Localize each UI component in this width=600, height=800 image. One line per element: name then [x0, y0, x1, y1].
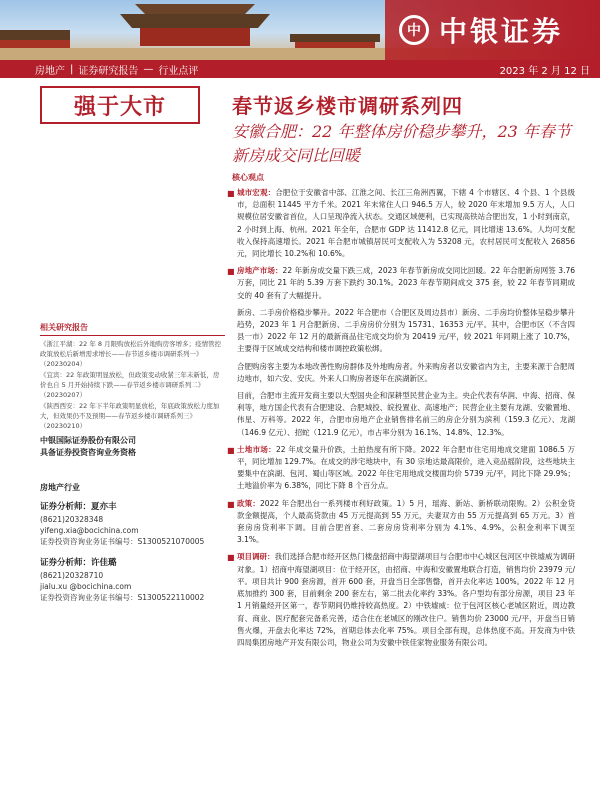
paragraph-property-market: ■ 房地产市场：22 年新房成交量下跌三成，2023 年春节新房成交同比回暖。22 年合肥新房网签 3.76 万套，同比 21 年的 5.39 万套下跌约 30.1%。2023 年春节期间成交 375 套，较 22 年春节同期成交的 40 套有了大幅提升。	[227, 266, 575, 300]
report-subtype: 行业点评	[158, 65, 199, 77]
analyst-block	[40, 558, 225, 603]
brand-logo	[385, 0, 600, 60]
industry-label: 房地产行业	[40, 483, 80, 492]
analyst-email[interactable]: yifeng.xia@bocichina.com	[40, 526, 139, 535]
bullet-icon: ■	[227, 445, 235, 455]
report-subtitle: 安徽合肥：22 年整体房价稳步攀升，23 年春节新房成交同比回暖	[232, 122, 571, 165]
analyst-cert: 证券投资咨询业务证书编号：S1300521070005	[40, 537, 205, 546]
analyst-block	[40, 502, 225, 547]
pavilion-wall	[140, 28, 250, 46]
company-qualification: 具备证券投资咨询业务资格	[40, 448, 136, 457]
rating-badge: 强于大市	[40, 86, 200, 124]
analyst-name: 证券分析师：夏亦丰	[40, 502, 117, 512]
paragraph-project-research: ■ 项目调研：我们选择合肥市经开区热门楼盘招商中海望湖项目与合肥市中心城区包河区中铁墟威为调研对象。1）招商中海望湖项目：位于经开区，由招商、中海和安徽置地联合打造，销售均价 23979 元/平。项目共计 900 套房源，首开 600 套，开盘当日全部售罄，首开去化率达 100%。2022 年 12 月底加推约 300 套，目前剩余 200 套左右，第二批去化率约 33%。各户型均有部分房源，项目 23 年 1 月销量经开区第一，春节期间仍维持较高热度。2）中铁墟威：位于包河区核心老城区附近，周边教育、商业、医疗配套完备系完善，适合住在老城区的刚改住户。销售均价 23000 元/平，开盘当日销售火爆，开盘去化率达 72%，首期总体去化率 75%。项目全部有现，总体热度不高。开发商为中铁四局集团房地产开发有限公司，物业公司为安徽中铁佳家物业服务有限公司。	[227, 552, 576, 647]
bullet-icon: ■	[227, 499, 235, 509]
brand-name: 中银证券	[439, 15, 564, 48]
company-name: 中银国际证券股份有限公司	[40, 436, 136, 445]
related-report-item[interactable]: 《陕西西安：22 年下半年政策明显放松，年底政策放松力度加大，但效果仍不及预期——春节返乡楼市调研系列三》（20230210）	[40, 402, 220, 430]
analyst-phone: (8621)20328348	[40, 515, 104, 524]
header-banner	[0, 0, 600, 60]
building-roof-left	[0, 30, 70, 40]
bullet-icon: ■	[227, 189, 235, 198]
report-date: 2023 年 2 月 12 日	[499, 65, 590, 77]
company-info	[40, 435, 225, 459]
building-roof-right	[290, 34, 380, 42]
analyst-cert: 证券投资咨询业务证书编号：S1300522110002	[40, 593, 205, 602]
related-report-item[interactable]: 《宜宾：22 年政策明显放松，但政策变动收紧三年未新低，房价也自 5 月开始持续下跌——春节返乡楼市调研系列二》（20230207）	[40, 371, 220, 399]
related-report-item[interactable]: 《浙江平湖：22 年 8 月限购放松后外地购房客增多；疫情管控政策放松后新增需求增长——春节返乡楼市调研系列一》（20230204）	[40, 340, 222, 368]
paragraph-city-macro: ■ 城市宏观：合肥位于安徽省中部、江淮之间、长江三角洲西翼，下辖 4 个市辖区、4 个县、1 个县级市，总面积 11445 平方千米。2021 年末常住人口 946.5 万人，较 2020 年末增加 9.5 万人，人口规模位居安徽省首位，人口呈现净流入状态。交通区域便利，已实现高铁站合肥出发，1 小时到南京，2 小时到上海、杭州。2021 年全年，合肥市 GDP 达 11412.8 亿元，同比增速 13.6%。人均可支配收入保持高速增长。2021 年合肥市城镇居民可支配收入为 53208 元，农村居民可支配收入 26856 元，同比增长 10.2%和 10.6%。	[227, 188, 576, 259]
paragraph-policy: ■ 政策：2022 年合肥出台一系列楼市利好政策。1）5 月，瑶海、新站、新桥联动限购。2）公积金贷款金额提高，个人最高贷款由 45 万元提高到 55 万元，夫妻双方由 55 万元提高到 65 万元。3）首套房房贷利率下调。目前合肥首套、二套房房贷利率分别为 4.1%、4.9%，公积金利率下调至 3.1%。	[227, 498, 576, 545]
boc-logo-icon: 中	[399, 15, 429, 45]
related-reports-heading: 相关研究报告	[40, 322, 225, 336]
paragraph-land-market: ■ 土地市场：22 年成交量升价跌，土拍热度有所下降。2022 年合肥市住宅用地成交建面 1086.5 万平，同比增加 129.7%。在成交的涉宅地块中，有 30 宗地达最高限价，进入竞品摇阶段，这些地块主要集中在滨湖、包河、蜀山等区域。2022 年住宅用地成交楼面均价 5739 元/平，同比下降 29.9%；土地溢价率为 6.38%，同比下降 8 个百分点。	[227, 444, 575, 491]
paragraph-developers: 目前，合肥市主流开发商主要以大型国央企和深耕型民营企业为主。央企代表有华润、中海、招商、保利等，地方国企代表有合肥建设、合肥城投、皖投置业、高速地产；民营企业主要有龙湖、安徽置地、伟星、万科等。2022 年，合肥市房地产企业销售排名前三的房企分别为滨利（159.3 亿元）、龙湖（146.9 亿元）、招蛇（121.9 亿元），市占率分别为 16.1%、14.8%、12.3%。	[237, 391, 575, 437]
industry-tag: 房地产	[35, 65, 65, 77]
bullet-icon: ■	[227, 553, 235, 563]
related-reports	[40, 322, 225, 432]
core-views	[225, 172, 575, 654]
paragraph-buyers: 合肥购房客主要为本地改善性购房群体及外地购房者。外来购房者以安徽省内为主，主要来源于合肥周边地市，如六安、安庆。外来人口购房者逐年在滨湖新区。	[237, 361, 575, 383]
core-views-heading: 核心观点	[232, 173, 264, 182]
report-title: 春节返乡楼市调研系列四	[232, 94, 463, 118]
info-bar: 房地产 | 证券研究报告 — 行业点评 2023 年 2 月 12 日	[0, 60, 600, 78]
pavilion-roof	[120, 14, 270, 28]
paragraph-prices: 新房、二手房价格稳步攀升。2022 年合肥市（合肥区及周边县市）新房、二手房均价整体呈稳步攀升趋势，2023 年 1 月合肥新房、二手房房价分别为 15731、16353 元/平。其中，合肥市区（不含四县一市）2022 年 12 月的最新商品住宅成交均价为 20419 元/平，较 2021 年同期上涨了 10.7%，主要得于区域成交结构和楼市调控政策松绑。	[237, 307, 575, 354]
bullet-icon: ■	[227, 267, 235, 277]
report-type: 证券研究报告	[78, 65, 139, 77]
analyst-name: 证券分析师：许佳璐	[40, 558, 117, 568]
analyst-phone: (8621)20328710	[40, 571, 104, 580]
analyst-email[interactable]: jialu.xu @bocichina.com	[40, 582, 132, 591]
